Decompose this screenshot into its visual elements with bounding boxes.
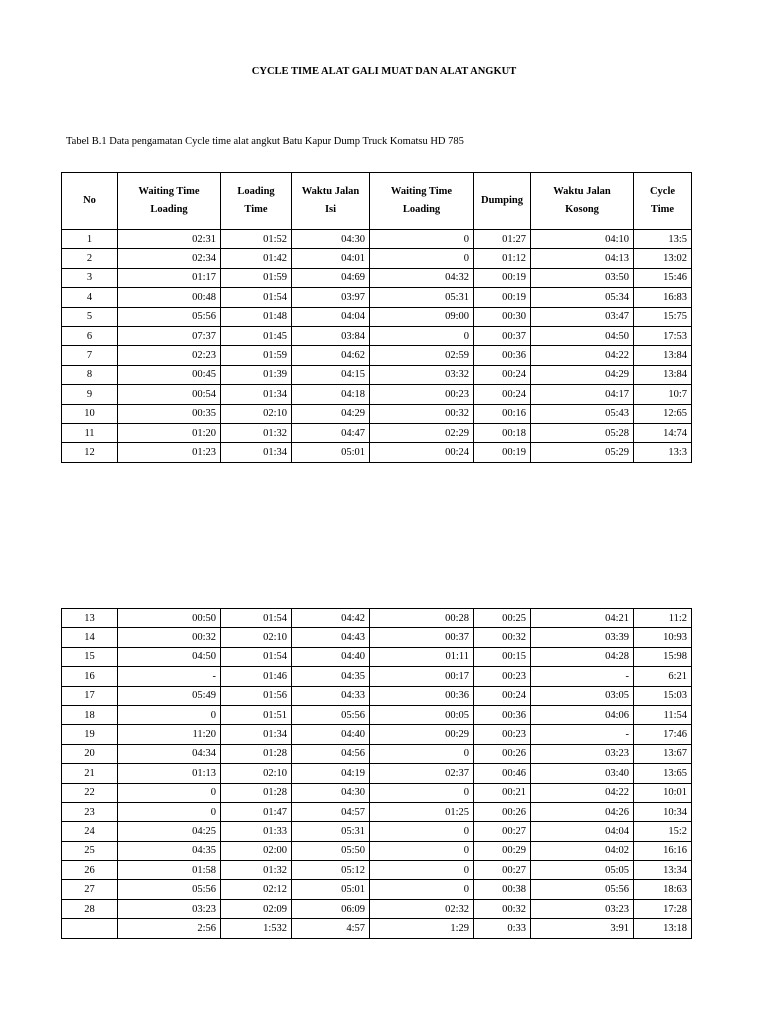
row-number-cell: 18 [62, 705, 118, 724]
row-number-cell: 21 [62, 764, 118, 783]
table-cell: 05:56 [292, 705, 370, 724]
cycle-time-table-part-1 [61, 172, 692, 463]
table-row [62, 725, 692, 744]
table-cell: 2:56 [118, 919, 221, 938]
table-cell: 05:34 [531, 288, 634, 307]
table-row [62, 609, 692, 628]
table-row [62, 230, 692, 249]
table-cell: 03:97 [292, 288, 370, 307]
table-cell: 04:35 [118, 841, 221, 860]
table-cell: 17:53 [634, 326, 692, 345]
table-cell: 0 [370, 861, 474, 880]
row-number-cell: 28 [62, 899, 118, 918]
table-cell: 04:17 [531, 385, 634, 404]
table-cell: 03:39 [531, 628, 634, 647]
table-cell: 04:04 [292, 307, 370, 326]
table-row [62, 249, 692, 268]
table-row [62, 899, 692, 918]
table-cell: 10:01 [634, 783, 692, 802]
table-cell: 0 [370, 744, 474, 763]
row-number-cell: 2 [62, 249, 118, 268]
table-cell: 00:50 [118, 609, 221, 628]
table-cell: 1:29 [370, 919, 474, 938]
table-cell: 15:03 [634, 686, 692, 705]
table-cell: 04:32 [370, 268, 474, 287]
table-cell: 0 [370, 326, 474, 345]
table-cell: 04:34 [118, 744, 221, 763]
table-cell: 12:65 [634, 404, 692, 423]
table-cell: 05:31 [292, 822, 370, 841]
table-cell: 00:30 [474, 307, 531, 326]
table-cell: 01:48 [221, 307, 292, 326]
header-waktu-jalan-kosong: Waktu Jalan Kosong [531, 173, 634, 230]
table-cell: 01:59 [221, 268, 292, 287]
table-row [62, 307, 692, 326]
row-number-cell: 16 [62, 667, 118, 686]
table-cell: 01:11 [370, 647, 474, 666]
table-cell: 02:12 [221, 880, 292, 899]
table-row [62, 628, 692, 647]
table-cell: 00:46 [474, 764, 531, 783]
table-cell: 00:29 [474, 841, 531, 860]
table-cell: 13:34 [634, 861, 692, 880]
table-cell: 00:16 [474, 404, 531, 423]
table-row [62, 288, 692, 307]
table-cell: 04:42 [292, 609, 370, 628]
table-cell: 11:54 [634, 705, 692, 724]
table-header-row [62, 173, 692, 230]
table-cell: 05:43 [531, 404, 634, 423]
table-cell: 04:30 [292, 783, 370, 802]
row-number-cell: 27 [62, 880, 118, 899]
table-cell: 00:05 [370, 705, 474, 724]
row-number-cell: 25 [62, 841, 118, 860]
table-cell: 15:75 [634, 307, 692, 326]
table-cell: 02:00 [221, 841, 292, 860]
table-cell: 1:532 [221, 919, 292, 938]
table-cell: 05:50 [292, 841, 370, 860]
table-cell: 05:01 [292, 880, 370, 899]
table-cell: 01:39 [221, 365, 292, 384]
table-cell: 05:05 [531, 861, 634, 880]
table-cell: 01:32 [221, 423, 292, 442]
table-cell: 05:29 [531, 443, 634, 462]
table-cell: 00:23 [474, 667, 531, 686]
table-cell: 13:3 [634, 443, 692, 462]
table-cell: 04:35 [292, 667, 370, 686]
table-cell: 03:40 [531, 764, 634, 783]
table-cell: 0 [370, 822, 474, 841]
table-row [62, 764, 692, 783]
table-cell: 00:18 [474, 423, 531, 442]
table-cell: 05:31 [370, 288, 474, 307]
table-cell: 13:18 [634, 919, 692, 938]
table-cell: 13:84 [634, 346, 692, 365]
row-number-cell: 19 [62, 725, 118, 744]
table-cell: 03:47 [531, 307, 634, 326]
table-cell: 01:17 [118, 268, 221, 287]
table-cell: 00:25 [474, 609, 531, 628]
table-row [62, 268, 692, 287]
table-cell: 00:21 [474, 783, 531, 802]
table-cell: 04:29 [292, 404, 370, 423]
header-cycle-time: Cycle Time [634, 173, 692, 230]
table-cell: 04:28 [531, 647, 634, 666]
table-cell: 01:58 [118, 861, 221, 880]
table-cell: 15:2 [634, 822, 692, 841]
table-cell: 17:46 [634, 725, 692, 744]
table-cell: 00:32 [474, 628, 531, 647]
table-cell: 00:24 [474, 686, 531, 705]
table-cell: 0 [370, 249, 474, 268]
table-cell: 00:32 [370, 404, 474, 423]
row-number-cell: 4 [62, 288, 118, 307]
table-cell: 01:47 [221, 802, 292, 821]
table-cell: 04:26 [531, 802, 634, 821]
row-number-cell: 26 [62, 861, 118, 880]
table-cell: 00:36 [370, 686, 474, 705]
table-cell: 03:50 [531, 268, 634, 287]
document-title: CYCLE TIME ALAT GALI MUAT DAN ALAT ANGKUT [251, 66, 517, 77]
table-cell: 00:45 [118, 365, 221, 384]
table-cell: 02:31 [118, 230, 221, 249]
table-row [62, 443, 692, 462]
table-cell: 05:12 [292, 861, 370, 880]
row-number-cell: 22 [62, 783, 118, 802]
table-cell: 3:91 [531, 919, 634, 938]
table-cell: 01:45 [221, 326, 292, 345]
table-cell: 15:46 [634, 268, 692, 287]
table-cell: 00:23 [474, 725, 531, 744]
table-cell: 01:54 [221, 609, 292, 628]
table-cell: 04:06 [531, 705, 634, 724]
table-cell: 04:62 [292, 346, 370, 365]
table-cell: 00:36 [474, 705, 531, 724]
row-number-cell: 9 [62, 385, 118, 404]
table-cell: 01:42 [221, 249, 292, 268]
table-row [62, 822, 692, 841]
table-cell: 04:40 [292, 725, 370, 744]
table-row [62, 783, 692, 802]
table-cell: 05:28 [531, 423, 634, 442]
table-cell: 00:36 [474, 346, 531, 365]
table-cell: 04:18 [292, 385, 370, 404]
header-loading-time: Loading Time [221, 173, 292, 230]
table-cell: - [531, 667, 634, 686]
table-cell: 01:13 [118, 764, 221, 783]
table-cell: 04:13 [531, 249, 634, 268]
row-number-cell: 14 [62, 628, 118, 647]
row-number-cell: 3 [62, 268, 118, 287]
table-cell: 02:29 [370, 423, 474, 442]
table-cell: 02:32 [370, 899, 474, 918]
table-cell: 00:26 [474, 744, 531, 763]
table-cell: 01:56 [221, 686, 292, 705]
table-cell: 04:02 [531, 841, 634, 860]
table-cell: 16:16 [634, 841, 692, 860]
table-cell: 03:23 [118, 899, 221, 918]
row-number-cell: 20 [62, 744, 118, 763]
header-waiting-time-loading: Waiting Time Loading [118, 173, 221, 230]
table-row [62, 919, 692, 938]
table-row [62, 880, 692, 899]
table-row [62, 365, 692, 384]
table-cell: 13:67 [634, 744, 692, 763]
header-dumping: Dumping [474, 173, 531, 230]
table-cell: 10:7 [634, 385, 692, 404]
table-cell: 4:57 [292, 919, 370, 938]
table-cell: 6:21 [634, 667, 692, 686]
table-cell: 0 [370, 230, 474, 249]
table-cell: 06:09 [292, 899, 370, 918]
table-cell: 13:02 [634, 249, 692, 268]
table-cell: 01:12 [474, 249, 531, 268]
table-cell: 11:2 [634, 609, 692, 628]
table-cell: 02:23 [118, 346, 221, 365]
table-cell: 00:32 [118, 628, 221, 647]
table-row [62, 744, 692, 763]
row-number-cell: 17 [62, 686, 118, 705]
table-cell: 00:17 [370, 667, 474, 686]
table-cell: 00:38 [474, 880, 531, 899]
table-row [62, 667, 692, 686]
table-cell: 01:34 [221, 443, 292, 462]
table-cell: 00:48 [118, 288, 221, 307]
table-cell: - [118, 667, 221, 686]
row-number-cell: 12 [62, 443, 118, 462]
table-cell: 01:28 [221, 783, 292, 802]
table-cell: 03:84 [292, 326, 370, 345]
table-cell: 09:00 [370, 307, 474, 326]
table-cell: 01:54 [221, 647, 292, 666]
table-cell: 13:65 [634, 764, 692, 783]
table-row [62, 346, 692, 365]
table-cell: 04:19 [292, 764, 370, 783]
table-cell: 0 [370, 783, 474, 802]
table-cell: 04:01 [292, 249, 370, 268]
table-cell: 14:74 [634, 423, 692, 442]
row-number-cell [62, 919, 118, 938]
table-cell: 03:23 [531, 899, 634, 918]
table-cell: 18:63 [634, 880, 692, 899]
table-row [62, 647, 692, 666]
table-cell: 02:10 [221, 628, 292, 647]
table-cell: 01:27 [474, 230, 531, 249]
table-cell: 02:10 [221, 404, 292, 423]
table-cell: 04:22 [531, 346, 634, 365]
table-cell: 00:24 [474, 385, 531, 404]
table-cell: 00:29 [370, 725, 474, 744]
table-cell: 00:28 [370, 609, 474, 628]
table-cell: 04:56 [292, 744, 370, 763]
table-cell: 10:93 [634, 628, 692, 647]
table-cell: 00:37 [474, 326, 531, 345]
table-cell: 0 [370, 841, 474, 860]
table-cell: 07:37 [118, 326, 221, 345]
table-cell: 01:34 [221, 385, 292, 404]
table-cell: 01:33 [221, 822, 292, 841]
header-no: No [62, 173, 118, 230]
table-cell: 04:57 [292, 802, 370, 821]
table-cell: 11:20 [118, 725, 221, 744]
table-row [62, 841, 692, 860]
table-cell: 01:54 [221, 288, 292, 307]
table-cell: 03:32 [370, 365, 474, 384]
table-cell: 05:01 [292, 443, 370, 462]
table-cell: 01:25 [370, 802, 474, 821]
table-row [62, 861, 692, 880]
table-cell: 05:56 [118, 880, 221, 899]
table-cell: - [531, 725, 634, 744]
table-body-part-2 [62, 609, 692, 939]
row-number-cell: 5 [62, 307, 118, 326]
table-cell: 04:25 [118, 822, 221, 841]
table-cell: 00:24 [474, 365, 531, 384]
table-cell: 02:59 [370, 346, 474, 365]
row-number-cell: 11 [62, 423, 118, 442]
table-cell: 04:10 [531, 230, 634, 249]
cycle-time-table-part-2 [61, 608, 692, 939]
table-row [62, 686, 692, 705]
table-cell: 0 [118, 783, 221, 802]
table-cell: 04:33 [292, 686, 370, 705]
table-cell: 00:23 [370, 385, 474, 404]
table-cell: 13:5 [634, 230, 692, 249]
table-cell: 04:22 [531, 783, 634, 802]
table-cell: 01:34 [221, 725, 292, 744]
row-number-cell: 8 [62, 365, 118, 384]
table-cell: 05:56 [531, 880, 634, 899]
row-number-cell: 7 [62, 346, 118, 365]
table-cell: 04:43 [292, 628, 370, 647]
row-number-cell: 13 [62, 609, 118, 628]
table-row [62, 326, 692, 345]
table-cell: 05:56 [118, 307, 221, 326]
table-cell: 0:33 [474, 919, 531, 938]
table-cell: 01:59 [221, 346, 292, 365]
table-cell: 00:35 [118, 404, 221, 423]
row-number-cell: 15 [62, 647, 118, 666]
table-caption: Tabel B.1 Data pengamatan Cycle time alat angkut Batu Kapur Dump Truck Komatsu HD 785 [66, 136, 464, 147]
table-cell: 01:28 [221, 744, 292, 763]
table-cell: 04:50 [531, 326, 634, 345]
table-cell: 01:51 [221, 705, 292, 724]
table-row [62, 705, 692, 724]
table-cell: 0 [370, 880, 474, 899]
table-cell: 04:29 [531, 365, 634, 384]
table-cell: 00:19 [474, 443, 531, 462]
header-waktu-jalan-isi: Waktu Jalan Isi [292, 173, 370, 230]
table-row [62, 385, 692, 404]
table-cell: 04:30 [292, 230, 370, 249]
table-cell: 16:83 [634, 288, 692, 307]
table-cell: 01:52 [221, 230, 292, 249]
table-cell: 04:40 [292, 647, 370, 666]
table-cell: 02:09 [221, 899, 292, 918]
table-cell: 02:10 [221, 764, 292, 783]
table-cell: 17:28 [634, 899, 692, 918]
table-cell: 01:46 [221, 667, 292, 686]
table-cell: 15:98 [634, 647, 692, 666]
table-cell: 04:21 [531, 609, 634, 628]
table-cell: 01:20 [118, 423, 221, 442]
table-cell: 04:15 [292, 365, 370, 384]
table-cell: 00:27 [474, 861, 531, 880]
row-number-cell: 24 [62, 822, 118, 841]
table-cell: 01:23 [118, 443, 221, 462]
table-row [62, 423, 692, 442]
table-cell: 05:49 [118, 686, 221, 705]
table-cell: 00:19 [474, 288, 531, 307]
header-waiting-time-loading-2: Waiting Time Loading [370, 173, 474, 230]
table-cell: 00:26 [474, 802, 531, 821]
table-cell: 00:54 [118, 385, 221, 404]
table-cell: 0 [118, 705, 221, 724]
table-cell: 10:34 [634, 802, 692, 821]
table-row [62, 404, 692, 423]
table-cell: 01:32 [221, 861, 292, 880]
row-number-cell: 23 [62, 802, 118, 821]
row-number-cell: 1 [62, 230, 118, 249]
table-cell: 04:47 [292, 423, 370, 442]
table-cell: 02:37 [370, 764, 474, 783]
table-cell: 02:34 [118, 249, 221, 268]
table-cell: 13:84 [634, 365, 692, 384]
table-body-part-1 [62, 230, 692, 463]
table-cell: 04:04 [531, 822, 634, 841]
table-cell: 00:15 [474, 647, 531, 666]
table-cell: 00:19 [474, 268, 531, 287]
table-cell: 00:32 [474, 899, 531, 918]
table-cell: 00:37 [370, 628, 474, 647]
table-cell: 00:27 [474, 822, 531, 841]
table-cell: 00:24 [370, 443, 474, 462]
row-number-cell: 10 [62, 404, 118, 423]
table-cell: 0 [118, 802, 221, 821]
row-number-cell: 6 [62, 326, 118, 345]
table-row [62, 802, 692, 821]
table-cell: 04:50 [118, 647, 221, 666]
table-cell: 04:69 [292, 268, 370, 287]
table-cell: 03:23 [531, 744, 634, 763]
table-cell: 03:05 [531, 686, 634, 705]
